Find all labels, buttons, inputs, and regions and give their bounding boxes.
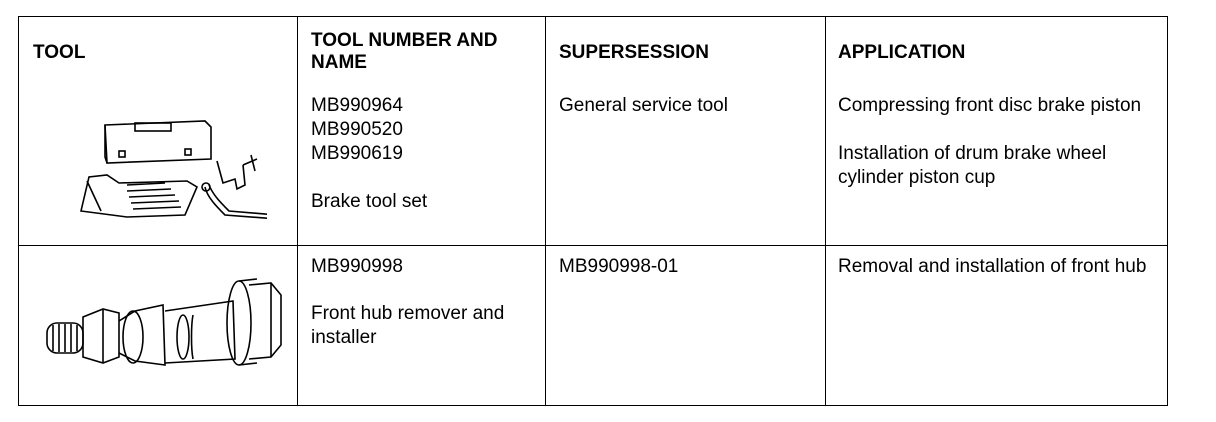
header-supersession: SUPERSESSION	[559, 42, 709, 63]
column-divider	[297, 17, 298, 405]
row1-application-2: Installation of drum brake wheel cylinder piston cup	[838, 143, 1107, 188]
row2-tool-name: Front hub remover and installer	[311, 303, 505, 348]
header-tool-number-and-name: TOOL NUMBER AND NAME	[311, 30, 498, 73]
row2-supersession: MB990998-01	[559, 256, 679, 277]
row2-tool-number-1: MB990998	[311, 256, 403, 277]
row1-tool-number-1: MB990964	[311, 95, 403, 116]
column-divider	[825, 17, 826, 405]
row1-tool-number-3: MB990619	[311, 143, 403, 164]
brake-tool-set-drawing	[67, 111, 267, 236]
column-divider	[545, 17, 546, 405]
header-application: APPLICATION	[838, 42, 966, 63]
row1-tool-number-2: MB990520	[311, 119, 403, 140]
row2-application-1: Removal and installation of front hub	[838, 256, 1147, 277]
header-tool: TOOL	[33, 42, 86, 63]
row1-application-1: Compressing front disc brake piston	[838, 95, 1142, 116]
row1-tool-name: Brake tool set	[311, 191, 428, 212]
tool-table	[18, 16, 1168, 406]
row1-supersession: General service tool	[559, 95, 728, 116]
row-divider	[19, 245, 1167, 246]
front-hub-remover-drawing	[43, 265, 293, 380]
